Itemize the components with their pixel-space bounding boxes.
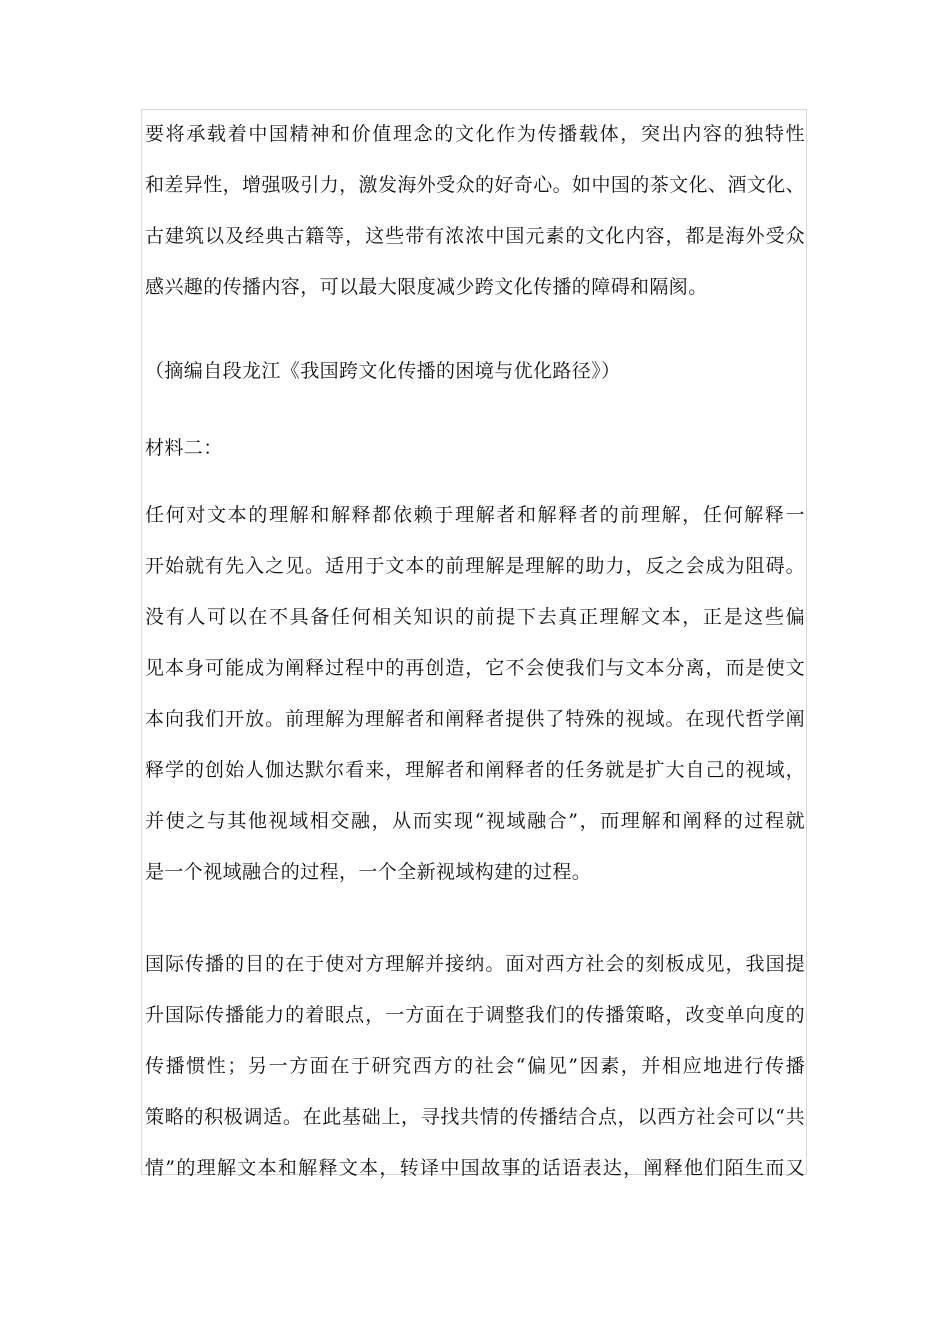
text-line: 没有人可以在不具备任何相关知识的前提下去真正理解文本，正是这些偏 <box>145 606 805 628</box>
paragraph-1 <box>145 114 805 318</box>
text-line: 升国际传播能力的着眼点，一方面在于调整我们的传播策略，改变单向度的 <box>145 1004 805 1026</box>
paragraph-3 <box>145 944 805 1199</box>
text-line: 感兴趣的传播内容，可以最大限度减少跨文化传播的障碍和隔阂。 <box>145 276 708 298</box>
text-line: 是一个视域融合的过程，一个全新视域构建的过程。 <box>145 861 592 883</box>
section-heading: 材料二： <box>145 437 223 459</box>
text-line: 情”的理解文本和解释文本，转译中国故事的话语表达，阐释他们陌生而又 <box>145 1157 805 1179</box>
text-line: 要将承载着中国精神和价值理念的文化作为传播载体，突出内容的独特性 <box>145 123 805 145</box>
paragraph-2 <box>145 495 805 903</box>
text-line: 本向我们开放。前理解为理解者和阐释者提供了特殊的视域。在现代哲学阐 <box>145 708 805 730</box>
text-line: 传播惯性；另一方面在于研究西方的社会“偏见”因素，并相应地进行传播 <box>145 1055 805 1077</box>
text-line: 开始就有先入之见。适用于文本的前理解是理解的助力，反之会成为阻碍。 <box>145 555 805 577</box>
text-line: 国际传播的目的在于使对方理解并接纳。面对西方社会的刻板成见，我国提 <box>145 953 805 975</box>
text-line: 释学的创始人伽达默尔看来，理解者和阐释者的任务就是扩大自己的视域， <box>145 759 805 781</box>
text-line: 见本身可能成为阐释过程中的再创造，它不会使我们与文本分离，而是使文 <box>145 657 805 679</box>
citation: （摘编自段龙江《我国跨文化传播的困境与优化路径》） <box>145 360 621 382</box>
text-line: 并使之与其他视域相交融，从而实现“视域融合”，而理解和阐释的过程就 <box>145 810 805 832</box>
text-line: 和差异性，增强吸引力，激发海外受众的好奇心。如中国的茶文化、酒文化、 <box>145 174 805 196</box>
text-line: 策略的积极调适。在此基础上，寻找共情的传播结合点，以西方社会可以“共 <box>145 1106 805 1128</box>
text-line: 古建筑以及经典古籍等，这些带有浓浓中国元素的文化内容，都是海外受众 <box>145 225 805 247</box>
text-line: 任何对文本的理解和解释都依赖于理解者和解释者的前理解，任何解释一 <box>145 504 805 526</box>
document-body <box>145 114 805 1199</box>
